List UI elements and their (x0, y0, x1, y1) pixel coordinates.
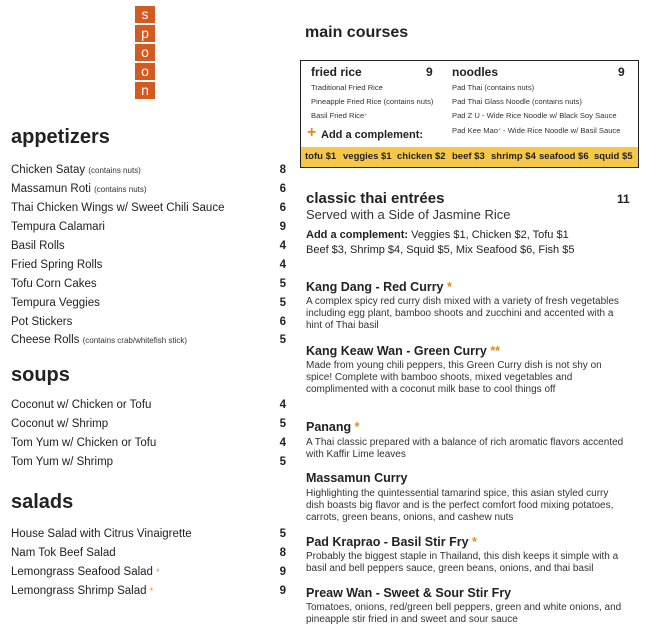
menu-item (11, 183, 286, 195)
dish-description: Highlighting the quintessential tamarind spice, this asian styled curry dish boasts big flavor and is the perfect comfort food mixing potatoes, carrots, green beans, onions, and cashew nuts (306, 488, 614, 523)
noodles-price: 9 (618, 65, 625, 79)
salads-heading: salads (11, 491, 74, 513)
item-name: Basil Rolls (11, 240, 65, 252)
complement-option: chicken $2 (397, 151, 446, 162)
dish-description: Tomatoes, onions, red/green bell peppers, green and white onions, and pineapple stir fried in and sweet and sour sauce (306, 602, 622, 625)
item-price: 6 (279, 202, 286, 214)
menu-item (11, 437, 286, 449)
menu-item (11, 221, 286, 233)
fried-rice-item: Basil Fried Rice* (311, 111, 368, 120)
menu-item (11, 399, 286, 411)
item-name: Massamun Roti (11, 183, 91, 195)
item-price: 4 (279, 259, 286, 271)
menu-item (11, 316, 286, 328)
complement-option: beef $3 (452, 151, 485, 162)
entrees-heading: classic thai entrées (306, 190, 445, 207)
dish-description: A complex spicy red curry dish mixed with a variety of fresh vegetables including egg plant, bamboo shoots and zucchini and accented with a hint of Thai basil (306, 296, 619, 331)
menu-item (11, 297, 286, 309)
dish-title: Kang Keaw Wan - Green Curry ** (306, 344, 501, 358)
star-icon: * (447, 280, 452, 294)
complement-options-band (301, 147, 638, 167)
menu-item (11, 164, 286, 176)
fried-rice-item: Traditional Fried Rice (311, 83, 383, 92)
item-name: Fried Spring Rolls (11, 259, 103, 271)
menu-item (11, 278, 286, 290)
item-name: Thai Chicken Wings w/ Sweet Chili Sauce (11, 202, 225, 214)
complement-label: Add a complement: (306, 229, 409, 241)
star-icon: * (354, 420, 360, 434)
complement-option: squid $5 (594, 151, 633, 162)
complement-options: Veggies $1, Chicken $2, Tofu $1 (411, 229, 569, 241)
item-name: Pot Stickers (11, 316, 73, 328)
menu-item (11, 240, 286, 252)
menu-item (11, 528, 286, 540)
logo-letter: n (135, 82, 155, 99)
item-name: House Salad with Citrus Vinaigrette (11, 528, 192, 540)
dish-description: A Thai classic prepared with a balance of rich aromatic flavors accented with Kaffir Lime leaves (306, 437, 624, 460)
item-price: 9 (279, 585, 286, 597)
item-price: 6 (279, 316, 286, 328)
entree-complement-line: Beef $3, Shrimp $4, Squid $5, Mix Seafood $6, Fish $5 (306, 244, 575, 256)
menu-item (11, 456, 286, 468)
item-name: Lemongrass Seafood Salad (11, 566, 153, 578)
noodles-item: Pad Kee Mao* - Wide Rice Noodle w/ Basil Sauce (452, 126, 621, 135)
item-name: Coconut w/ Chicken or Tofu (11, 399, 152, 411)
plus-icon: + (307, 124, 317, 141)
complement-option: veggies $1 (343, 151, 392, 162)
complement-label: Add a complement: (321, 129, 424, 141)
star-icon: ** (490, 344, 501, 358)
noodles-item: Pad Z U - Wide Rice Noodle w/ Black Soy Sauce (452, 111, 617, 120)
item-price: 5 (279, 334, 286, 346)
dish-title: Panang * (306, 420, 360, 434)
item-price: 4 (279, 437, 286, 449)
item-note: (contains nuts) (88, 166, 141, 175)
entrees-subtitle: Served with a Side of Jasmine Rice (306, 207, 511, 222)
item-name: Coconut w/ Shrimp (11, 418, 109, 430)
dish-title: Preaw Wan - Sweet & Sour Stir Fry (306, 586, 512, 600)
star-icon: * (156, 567, 160, 577)
item-name: Tempura Calamari (11, 221, 105, 233)
soups-heading: soups (11, 364, 70, 386)
item-name: Cheese Rolls (11, 334, 80, 346)
dish-description: Probably the biggest staple in Thailand, this dish keeps it simple with a basil and bell peppers sauce, green beans, onions, and thai basil (306, 551, 619, 574)
item-name: Nam Tok Beef Salad (11, 547, 116, 559)
menu-item (11, 334, 286, 346)
star-icon: * (149, 586, 154, 596)
complement-option: seafood $6 (539, 151, 589, 162)
item-price: 9 (279, 566, 286, 578)
item-price: 4 (279, 399, 286, 411)
item-price: 4 (279, 240, 286, 252)
item-price: 5 (279, 297, 286, 309)
complement-option: shrimp $4 (491, 151, 536, 162)
star-icon: * (498, 126, 501, 135)
menu-item (11, 418, 286, 430)
main-courses-heading: main courses (305, 24, 409, 41)
menu-item (11, 585, 286, 597)
menu-item (11, 259, 286, 271)
entree-complement-line (306, 229, 569, 241)
entrees-price: 11 (617, 192, 630, 206)
logo-letter: o (135, 44, 155, 61)
item-price: 5 (279, 418, 286, 430)
dish-title: Massamun Curry (306, 471, 408, 485)
item-price: 6 (279, 183, 286, 195)
fried-rice-item: Pineapple Fried Rice (contains nuts) (311, 97, 434, 106)
fried-rice-price: 9 (426, 65, 433, 79)
item-name: Tempura Veggies (11, 297, 100, 309)
menu-item (11, 566, 286, 578)
item-name: Tom Yum w/ Chicken or Tofu (11, 437, 157, 449)
item-price: 5 (279, 456, 286, 468)
logo-letter: p (135, 25, 155, 42)
menu-item (11, 202, 286, 214)
appetizers-heading: appetizers (11, 126, 110, 148)
item-price: 5 (279, 528, 286, 540)
noodles-item: Pad Thai (contains nuts) (452, 83, 535, 92)
item-price: 9 (279, 221, 286, 233)
dish-title: Pad Kraprao - Basil Stir Fry * (306, 535, 477, 549)
item-name: Lemongrass Shrimp Salad (11, 585, 147, 597)
logo-letter: s (135, 6, 155, 23)
item-price: 8 (279, 164, 286, 176)
item-name: Tofu Corn Cakes (11, 278, 97, 290)
dish-title: Kang Dang - Red Curry * (306, 280, 452, 294)
dish-description: Made from young chili peppers, this Green Curry dish is not shy on spice! Complete with bamboo shoots, mixed vegetables and complimented with a coconut milk base to cool things off (306, 360, 602, 395)
item-name: Chicken Satay (11, 164, 86, 176)
complement-option: tofu $1 (305, 151, 337, 162)
star-icon: * (364, 111, 368, 120)
star-icon: * (472, 535, 477, 549)
logo-letter: o (135, 63, 155, 80)
item-name: Tom Yum w/ Shrimp (11, 456, 114, 468)
noodles-item: Pad Thai Glass Noodle (contains nuts) (452, 97, 582, 106)
menu-item (11, 547, 286, 559)
fried-rice-title: fried rice (311, 65, 362, 79)
noodles-title: noodles (452, 65, 499, 79)
item-price: 8 (279, 547, 286, 559)
main-courses-box (300, 60, 639, 168)
item-note: (contains nuts) (94, 185, 147, 194)
item-price: 5 (279, 278, 286, 290)
item-note: (contains crab/whitefish stick) (82, 336, 188, 345)
